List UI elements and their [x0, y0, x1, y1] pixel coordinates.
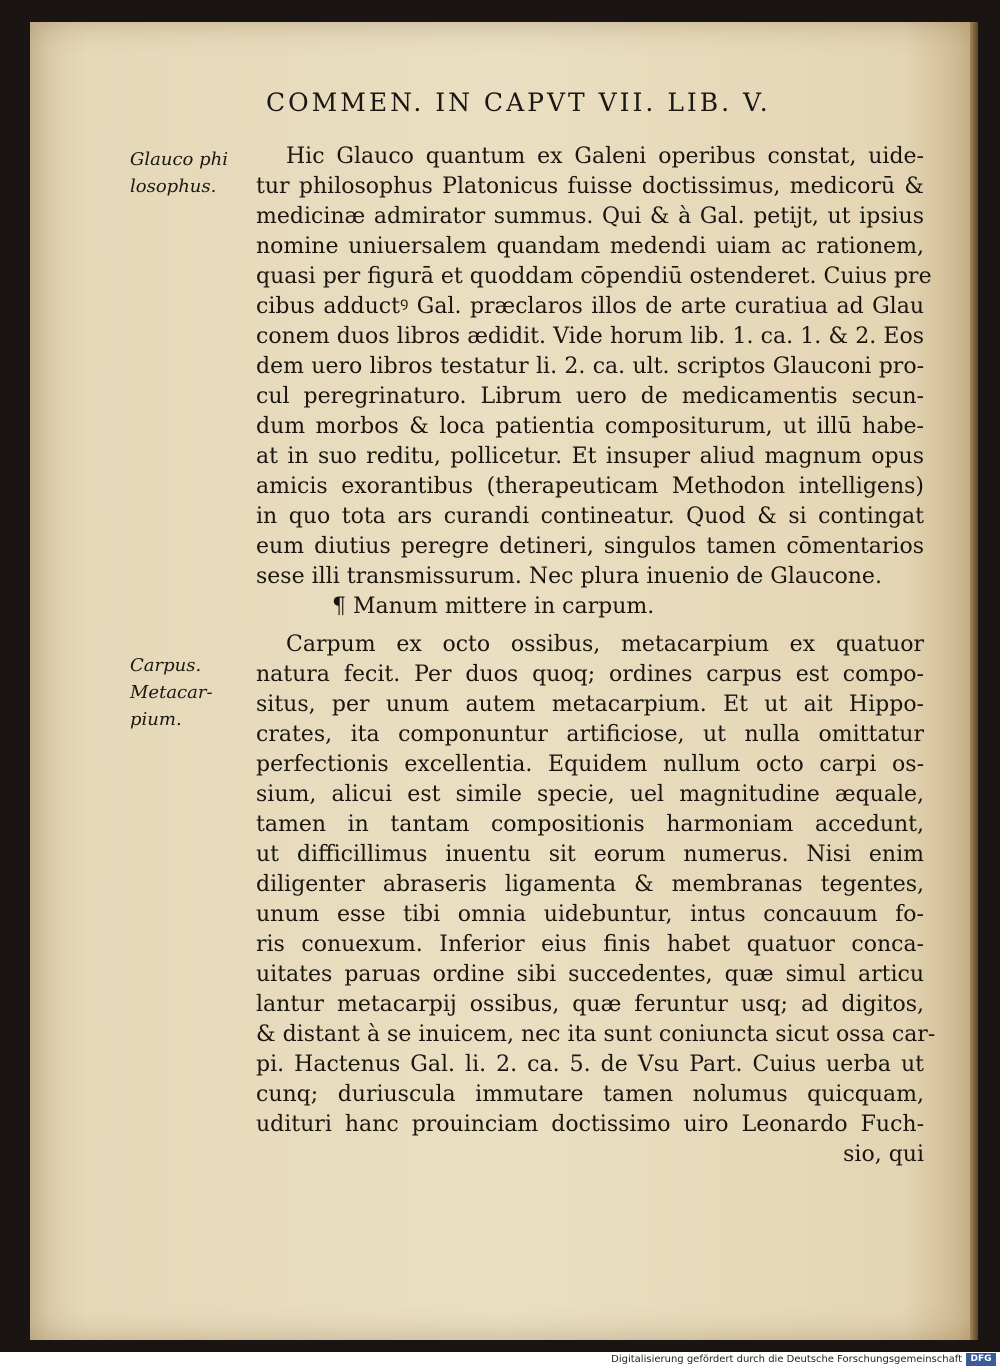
margin-note-line: Carpus. [130, 655, 202, 676]
text-line: in quo tota ars curandi contineatur. Quod & si contingat [256, 504, 924, 529]
text-line: situs, per unum autem metacarpium. Et ut ait Hippo- [256, 692, 924, 717]
text-line: cunq; duriuscula immutare tamen nolumus quicquam, [256, 1082, 924, 1107]
text-line: tamen in tantam compositionis harmoniam accedunt, [256, 812, 924, 837]
text-line: pi. Hactenus Gal. li. 2. ca. 5. de Vsu Part. Cuius uerba ut [256, 1052, 924, 1077]
text-line: nomine uniuersalem quandam medendi uiam ac rationem, [256, 234, 924, 259]
text-line: at in suo reditu, pollicetur. Et insuper aliud magnum opus [256, 444, 924, 469]
text-line: uitates paruas ordine sibi succedentes, quæ simul articu [256, 962, 924, 987]
catchword: sio, qui [843, 1142, 924, 1167]
text-line: Hic Glauco quantum ex Galeni operibus constat, uide- [286, 144, 924, 169]
main-text [256, 142, 936, 1170]
text-line: sium, alicui est simile specie, uel magnitudine æquale, [256, 782, 924, 807]
text-line: conem duos libros ædidit. Vide horum lib. 1. ca. 1. & 2. Eos [256, 324, 924, 349]
section-heading: ¶ Manum mittere in carpum. [332, 594, 655, 619]
margin-note-glauco [130, 146, 250, 200]
text-line: ut difficillimus inuentu sit eorum numerus. Nisi enim [256, 842, 924, 867]
running-head: COMMEN. IN CAPVT VII. LIB. V. [266, 88, 771, 117]
text-line: ris conuexum. Inferior eius finis habet quatuor conca- [256, 932, 924, 957]
margin-note-line: Metacar- [130, 682, 213, 703]
margin-note-carpus [130, 652, 250, 733]
dfg-logo: DFG [966, 1353, 996, 1366]
text-line: lantur metacarpij ossibus, quæ feruntur usq; ad digitos, [256, 992, 924, 1017]
text-line: quasi per figurā et quoddam cōpendiū ostenderet. Cuius pre [256, 264, 932, 289]
text-line: amicis exorantibus (therapeuticam Methodon intelligens) [256, 474, 924, 499]
text-line: dum morbos & loca patientia compositurum, ut illū habe- [256, 414, 924, 439]
text-line: Carpum ex octo ossibus, metacarpium ex quatuor [286, 632, 924, 657]
text-line: crates, ita componuntur artificiose, ut nulla omittatur [256, 722, 924, 747]
margin-note-line: Glauco phi [130, 149, 228, 170]
text-line: natura fecit. Per duos quoq; ordines carpus est compo- [256, 662, 924, 687]
paragraph-gap [256, 622, 924, 630]
text-line: cibus adductꝰ Gal. præclaros illos de arte curatiua ad Glau [256, 294, 924, 319]
text-line: cul peregrinaturo. Librum uero de medicamentis secun- [256, 384, 924, 409]
margin-note-line: pium. [130, 709, 182, 730]
text-line: & distant à se inuicem, nec ita sunt coniuncta sicut ossa car- [256, 1022, 936, 1047]
margin-note-line: losophus. [130, 176, 217, 197]
text-line: medicinæ admirator summus. Qui & à Gal. petijt, ut ipsius [256, 204, 924, 229]
text-line: tur philosophus Platonicus fuisse doctissimus, medicorū & [256, 174, 924, 199]
page-edge [970, 22, 978, 1340]
text-line: unum esse tibi omnia uidebuntur, intus concauum fo- [256, 902, 924, 927]
footer-credit: Digitalisierung gefördert durch die Deutsche Forschungsgemeinschaft [611, 1354, 962, 1365]
text-line: perfectionis excellentia. Equidem nullum octo carpi os- [256, 752, 924, 777]
text-line: sese illi transmissurum. Nec plura inuenio de Glaucone. [256, 564, 882, 589]
text-line: udituri hanc prouinciam doctissimo uiro Leonardo Fuch- [256, 1112, 924, 1137]
text-line: dem uero libros testatur li. 2. ca. ult. scriptos Glauconi pro- [256, 354, 924, 379]
text-line: eum diutius peregre detineri, singulos tamen cōmentarios [256, 534, 924, 559]
text-line: diligenter abraseris ligamenta & membranas tegentes, [256, 872, 924, 897]
